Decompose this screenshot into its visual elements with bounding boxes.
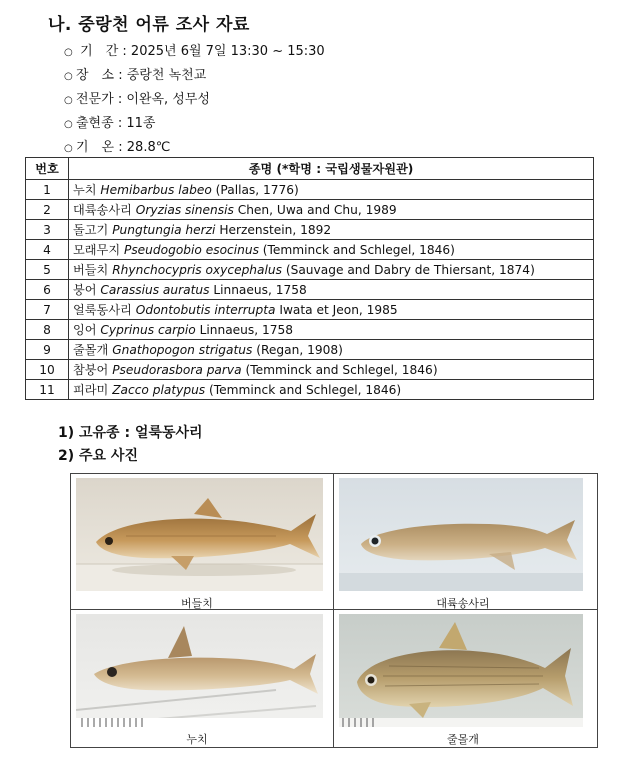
table-row xyxy=(26,220,594,240)
row-number: 1 xyxy=(26,180,69,200)
korean-name: 모래무지 xyxy=(73,243,121,257)
table-row xyxy=(26,380,594,400)
info-label: 기 간 xyxy=(80,44,119,59)
info-value: 2025년 6월 7일 13:30 ~ 15:30 xyxy=(130,44,325,59)
species-cell xyxy=(69,380,594,400)
bullet: ○ xyxy=(64,95,73,106)
korean-name: 붕어 xyxy=(73,283,97,297)
info-label: 전문가 xyxy=(76,92,114,107)
info-species-count: ○ 출현종 : 11종 xyxy=(64,112,325,136)
scientific-name: Pseudorasbora parva xyxy=(112,363,242,377)
species-author: (Temminck and Schlegel, 1846) xyxy=(262,243,455,257)
species-cell xyxy=(69,320,594,340)
photo-caption: 누치 xyxy=(186,733,208,746)
species-author: (Temminck and Schlegel, 1846) xyxy=(209,383,402,397)
fish-photo-beodeulchi xyxy=(76,478,323,591)
bullet: ○ xyxy=(64,143,73,154)
species-cell xyxy=(69,300,594,320)
row-number: 8 xyxy=(26,320,69,340)
info-label: 기 온 xyxy=(76,140,115,155)
grid-divider xyxy=(333,474,334,747)
korean-name: 피라미 xyxy=(73,383,109,397)
photo-caption: 줄몰개 xyxy=(447,733,479,746)
species-cell xyxy=(69,240,594,260)
scientific-name: Hemibarbus labeo xyxy=(100,183,212,197)
table-row xyxy=(26,240,594,260)
info-place: ○ 장 소 : 중랑천 녹천교 xyxy=(64,64,325,88)
species-cell xyxy=(69,360,594,380)
table-row xyxy=(26,280,594,300)
species-author: Iwata et Jeon, 1985 xyxy=(279,303,398,317)
info-value: 28.8℃ xyxy=(126,140,171,155)
photo-grid xyxy=(70,473,598,748)
photo-caption: 버들치 xyxy=(181,597,213,610)
korean-name: 참붕어 xyxy=(73,363,109,377)
info-temperature: ○ 기 온 : 28.8℃ xyxy=(64,136,325,160)
info-value: 이완옥, 성무성 xyxy=(126,92,210,107)
info-period: ○ 기 간 : 2025년 6월 7일 13:30 ~ 15:30 xyxy=(64,40,325,64)
species-cell xyxy=(69,340,594,360)
korean-name: 누치 xyxy=(73,183,97,197)
table-row xyxy=(26,320,594,340)
species-author: (Temminck and Schlegel, 1846) xyxy=(245,363,438,377)
korean-name: 버들치 xyxy=(73,263,109,277)
fish-photo-julmolgae xyxy=(339,614,583,727)
info-value: 11종 xyxy=(126,116,156,131)
fish-photo-daeryuksongsari xyxy=(339,478,583,591)
table-row xyxy=(26,360,594,380)
row-number: 6 xyxy=(26,280,69,300)
scientific-name: Pungtungia herzi xyxy=(112,223,216,237)
info-label: 출현종 xyxy=(76,116,114,131)
row-number: 11 xyxy=(26,380,69,400)
row-number: 7 xyxy=(26,300,69,320)
table-row xyxy=(26,300,594,320)
korean-name: 돌고기 xyxy=(73,223,109,237)
species-cell xyxy=(69,280,594,300)
row-number: 5 xyxy=(26,260,69,280)
scientific-name: Oryzias sinensis xyxy=(135,203,234,217)
row-number: 3 xyxy=(26,220,69,240)
species-cell xyxy=(69,200,594,220)
fish-photo-nuchi xyxy=(76,614,323,727)
endemic-species: 1) 고유종 : 얼룩동사리 xyxy=(58,425,203,441)
species-author: (Pallas, 1776) xyxy=(215,183,299,197)
info-value: 중랑천 녹천교 xyxy=(126,68,207,83)
species-author: Linnaeus, 1758 xyxy=(199,323,294,337)
header-number: 번호 xyxy=(26,158,69,180)
species-cell xyxy=(69,180,594,200)
table-row xyxy=(26,180,594,200)
photo-caption: 대륙송사리 xyxy=(436,597,490,610)
scientific-name: Cyprinus carpio xyxy=(100,323,196,337)
bullet: ○ xyxy=(64,71,73,82)
species-cell xyxy=(69,260,594,280)
row-number: 2 xyxy=(26,200,69,220)
scientific-name: Gnathopogon strigatus xyxy=(112,343,253,357)
scientific-name: Odontobutis interrupta xyxy=(135,303,276,317)
scientific-name: Rhynchocypris oxycephalus xyxy=(112,263,282,277)
row-number: 9 xyxy=(26,340,69,360)
scientific-name: Pseudogobio esocinus xyxy=(123,243,259,257)
species-cell xyxy=(69,220,594,240)
species-author: Chen, Uwa and Chu, 1989 xyxy=(237,203,397,217)
table-row xyxy=(26,200,594,220)
info-experts: ○ 전문가 : 이완옥, 성무성 xyxy=(64,88,325,112)
row-number: 10 xyxy=(26,360,69,380)
section-title: 나. 중랑천 어류 조사 자료 xyxy=(48,15,250,35)
korean-name: 얼룩동사리 xyxy=(73,303,132,317)
table-row xyxy=(26,260,594,280)
korean-name: 잉어 xyxy=(73,323,97,337)
header-species: 종명 (*학명 : 국립생물자원관) xyxy=(69,158,594,180)
table-row xyxy=(26,340,594,360)
species-author: Herzenstein, 1892 xyxy=(219,223,332,237)
species-author: (Regan, 1908) xyxy=(256,343,343,357)
row-number: 4 xyxy=(26,240,69,260)
survey-info xyxy=(64,40,325,160)
species-table xyxy=(25,157,594,400)
bullet: ○ xyxy=(64,119,73,130)
bullet: ○ xyxy=(64,47,73,58)
scientific-name: Zacco platypus xyxy=(112,383,206,397)
info-label: 장 소 xyxy=(76,68,115,83)
photos-heading: 2) 주요 사진 xyxy=(58,448,138,464)
species-author: Linnaeus, 1758 xyxy=(213,283,307,297)
korean-name: 대륙송사리 xyxy=(73,203,132,217)
table-header-row xyxy=(26,158,594,180)
scientific-name: Carassius auratus xyxy=(100,283,210,297)
korean-name: 줄몰개 xyxy=(73,343,109,357)
species-author: (Sauvage and Dabry de Thiersant, 1874) xyxy=(285,263,535,277)
species-table-body xyxy=(26,180,594,400)
